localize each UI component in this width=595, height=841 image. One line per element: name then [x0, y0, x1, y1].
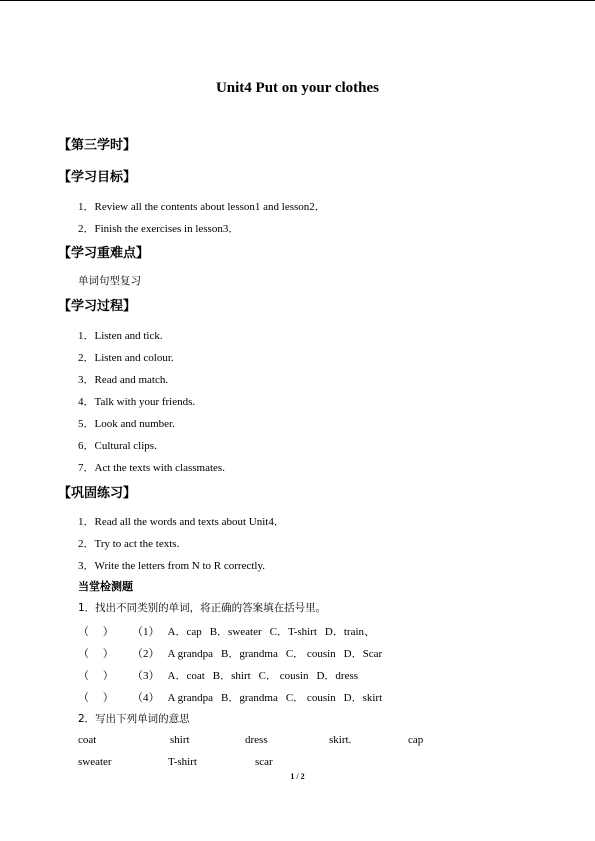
vocab-word: scar: [255, 756, 273, 768]
option: D．skirt: [343, 692, 383, 704]
vocab-word: sweater: [78, 756, 112, 768]
section-goals: 【学习目标】: [58, 170, 137, 185]
practice-item: 3．Write the letters from N to R correctly.: [78, 560, 266, 572]
practice-item: 2．Try to act the texts.: [78, 538, 180, 550]
option: B．shirt: [212, 670, 251, 682]
option: B．grandma: [221, 648, 278, 660]
option: A grandpa: [167, 648, 214, 660]
item-number: （1）: [132, 626, 160, 638]
document-title: Unit4 Put on your clothes: [215, 80, 380, 96]
section-key-points: 【学习重难点】: [58, 246, 150, 261]
option: C． cousin: [285, 692, 336, 704]
section-period: 【第三学时】: [58, 138, 137, 153]
option: D．Scar: [343, 648, 383, 660]
item-number: （3）: [132, 670, 160, 682]
question-1-item: [78, 623, 383, 639]
option: C．T-shirt: [269, 626, 317, 638]
item-number: （2）: [132, 648, 160, 660]
key-points-text: 单词句型复习: [78, 275, 141, 287]
question-2-prompt: 2．写出下列单词的意思: [78, 713, 190, 725]
option: A grandpa: [167, 692, 214, 704]
process-item: 6．Cultural clips.: [78, 440, 157, 452]
answer-blank: （ ）: [78, 648, 114, 660]
page-number: 1 / 2: [290, 772, 305, 781]
option: A．coat: [167, 670, 205, 682]
question-1-item: [78, 689, 390, 705]
goal-item: 2．Finish the exercises in lesson3．: [78, 223, 240, 235]
vocab-word: T-shirt: [168, 756, 197, 768]
question-1-item: [78, 645, 390, 661]
process-item: 2．Listen and colour.: [78, 352, 174, 364]
option: A．cap: [167, 626, 202, 638]
option: C． cousin: [258, 670, 309, 682]
practice-item: 1．Read all the words and texts about Unit4．: [78, 516, 285, 528]
process-item: 3．Read and match.: [78, 374, 169, 386]
option: B．grandma: [221, 692, 278, 704]
vocab-word: dress: [245, 734, 268, 746]
question-1-item: [78, 667, 366, 683]
page-top-rule: [0, 0, 595, 1]
answer-blank: （ ）: [78, 692, 114, 704]
section-practice: 【巩固练习】: [58, 486, 137, 501]
process-item: 5．Look and number.: [78, 418, 175, 430]
option: B．sweater: [209, 626, 262, 638]
process-item: 7．Act the texts with classmates.: [78, 462, 225, 474]
section-process: 【学习过程】: [58, 299, 137, 314]
goal-item: 1．Review all the contents about lesson1 and lesson2．: [78, 201, 326, 213]
vocab-word: skirt.: [329, 734, 352, 746]
item-number: （4）: [132, 692, 160, 704]
vocab-word: shirt: [170, 734, 190, 746]
question-1-prompt: 1．找出不同类别的单词，将正确的答案填在括号里。: [78, 602, 327, 614]
process-item: 1．Listen and tick.: [78, 330, 163, 342]
process-item: 4．Talk with your friends.: [78, 396, 196, 408]
answer-blank: （ ）: [78, 626, 114, 638]
test-heading: 当堂检测题: [78, 580, 133, 593]
vocab-word: cap: [408, 734, 424, 746]
option: D．dress: [316, 670, 359, 682]
option: C． cousin: [285, 648, 336, 660]
vocab-word: coat: [78, 734, 97, 746]
option: D．train、: [324, 626, 376, 638]
answer-blank: （ ）: [78, 670, 114, 682]
